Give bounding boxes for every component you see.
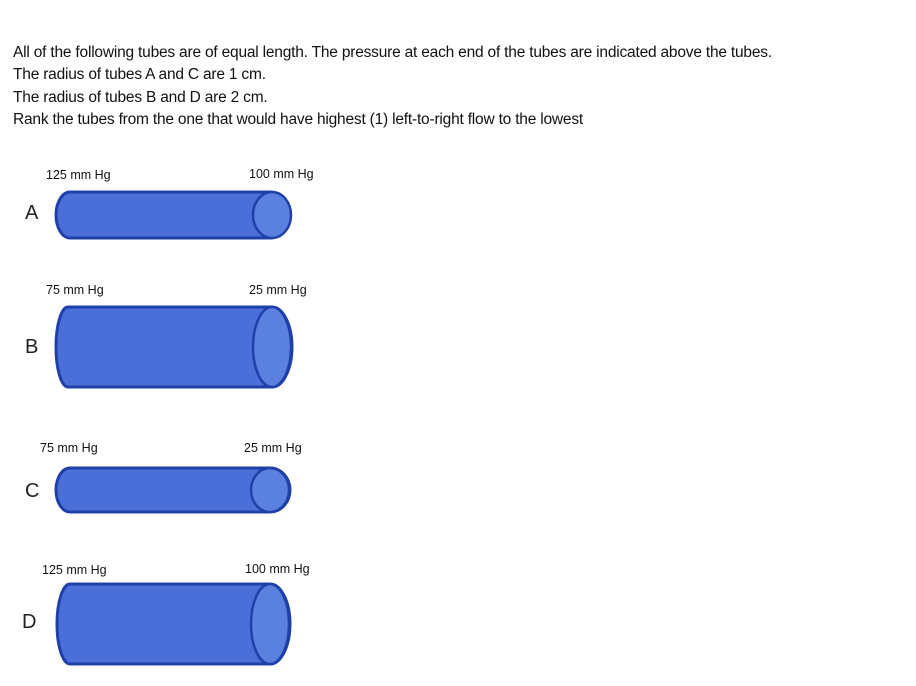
tube-c-cylinder — [50, 466, 296, 516]
tube-c-right-pressure: 25 mm Hg — [244, 441, 302, 455]
tube-d-cylinder — [50, 582, 296, 668]
tube-d-label: D — [22, 611, 37, 633]
tube-a-right-pressure: 100 mm Hg — [249, 167, 314, 181]
tube-a-cylinder — [50, 190, 296, 242]
tube-b-left-pressure: 75 mm Hg — [46, 283, 104, 297]
question-line-3: The radius of tubes B and D are 2 cm. — [13, 88, 268, 106]
tube-d-left-pressure: 125 mm Hg — [42, 563, 107, 577]
tube-c-left-pressure: 75 mm Hg — [40, 441, 98, 455]
tube-b-label: B — [25, 336, 39, 358]
question-text — [13, 42, 908, 132]
question-line-4: Rank the tubes from the one that would have highest (1) left-to-right flow to the lowest — [13, 111, 583, 129]
tube-b-right-pressure: 25 mm Hg — [249, 283, 307, 297]
question-line-1: All of the following tubes are of equal length. The pressure at each end of the tubes are indicated above the tubes. — [13, 44, 772, 61]
tube-a-label: A — [25, 202, 39, 224]
tube-d-right-pressure: 100 mm Hg — [245, 562, 310, 576]
tube-b-cylinder — [50, 305, 296, 391]
tube-c-label: C — [25, 480, 40, 502]
question-line-2: The radius of tubes A and C are 1 cm. — [13, 66, 266, 84]
tube-a-left-pressure: 125 mm Hg — [46, 168, 111, 182]
